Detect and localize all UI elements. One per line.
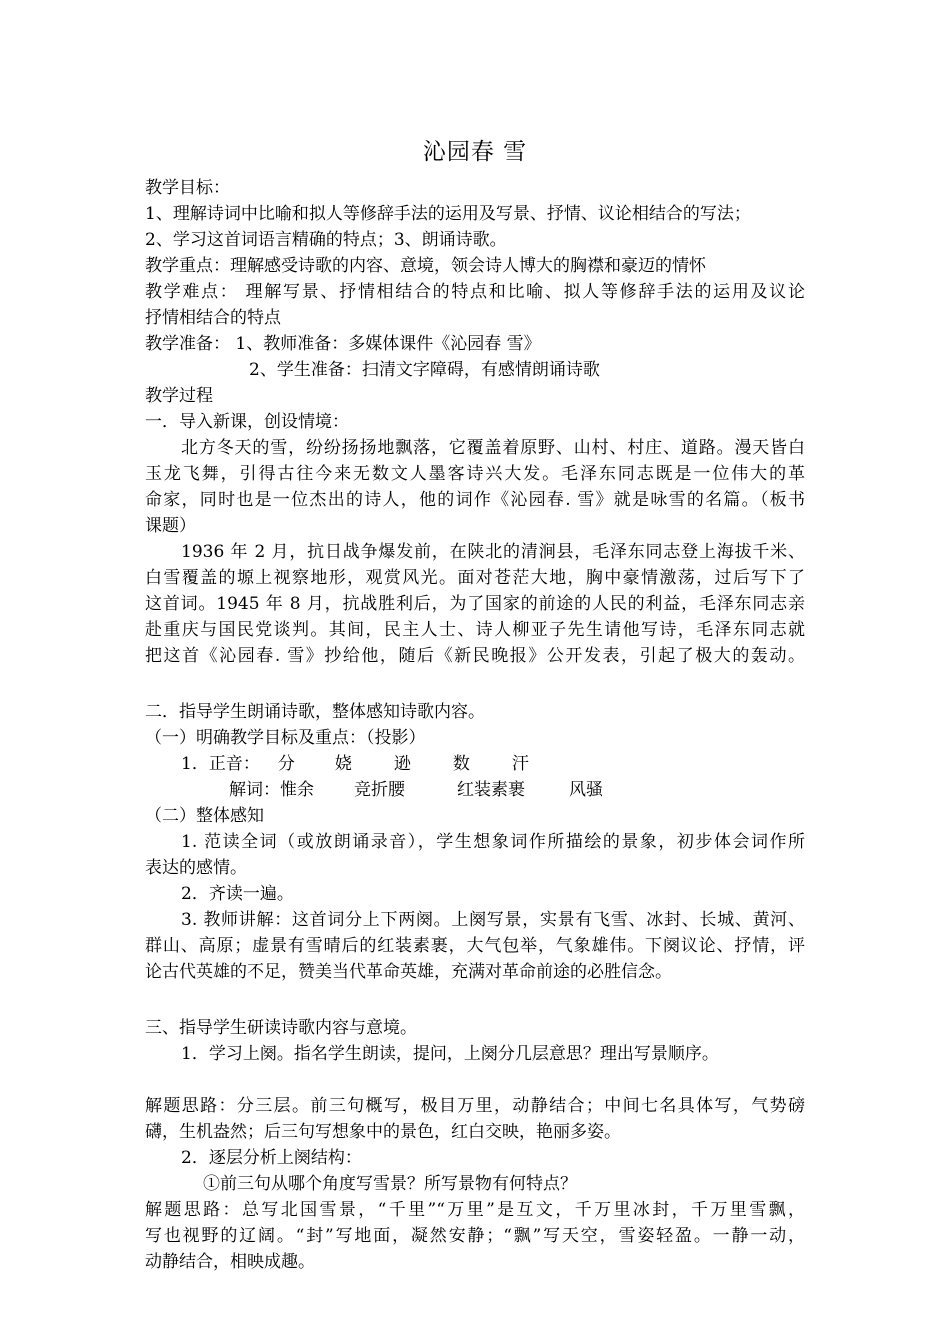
- vocabulary-word: 风骚: [569, 780, 603, 800]
- paragraph-line: 表达的感情。: [145, 858, 247, 878]
- key-point: 教学重点：理解感受诗歌的内容、意境，领会诗人博大的胸襟和豪迈的情怀: [145, 256, 706, 276]
- paragraph-line: 这首词。1945 年 8 月，抗战胜利后，为了国家的前途的人民的利益，毛泽东同志亲: [145, 594, 805, 614]
- preparation-line-1: 教学准备： 1、教师准备：多媒体课件《沁园春 雪》: [145, 334, 541, 354]
- section1-heading: 一．导入新课，创设情境：: [145, 412, 349, 432]
- vocabulary-label: 解词：: [229, 780, 280, 800]
- pronunciation-row: [145, 751, 805, 777]
- objective-line-1: 1、理解诗词中比喻和拟人等修辞手法的运用及写景、抒情、议论相结合的写法；: [145, 204, 751, 224]
- subsection-heading: （一）明确教学目标及重点：（投影）: [145, 728, 426, 748]
- paragraph-line: 动静结合，相映成趣。: [145, 1252, 315, 1272]
- pronunciation-word: 数: [452, 754, 470, 774]
- paragraph-line: 白雪覆盖的塬上视察地形，观赏风光。面对苍茫大地，胸中豪情激荡，过后写下了: [145, 568, 805, 588]
- objectives-heading: 教学目标：: [145, 178, 230, 198]
- paragraph-line: 赴重庆与国民党谈判。其间，民主人士、诗人柳亚子先生请他写诗，毛泽东同志就: [145, 620, 805, 640]
- paragraph-line: 把这首《沁园春. 雪》抄给他，随后《新民晚报》公开发表，引起了极大的轰动。: [145, 646, 805, 666]
- vocabulary-word: 惟余: [280, 780, 314, 800]
- vocabulary-word: 竞折腰: [354, 780, 405, 800]
- objective-line-2: 2、学习这首词语言精确的特点；3、朗诵诗歌。: [145, 230, 507, 250]
- paragraph-line: 2．逐层分析上阕结构：: [181, 1148, 362, 1168]
- pronunciation-label: 1．正音：: [181, 754, 260, 774]
- preparation-line-2: 2、学生准备：扫清文字障碍，有感情朗诵诗歌: [249, 360, 600, 380]
- paragraph-line: 北方冬天的雪，纷纷扬扬地飘落，它覆盖着原野、山村、村庄、道路。漫天皆白: [181, 438, 805, 458]
- vocabulary-word: 红装素裹: [457, 780, 525, 800]
- paragraph-line: 解题思路：分三层。前三句概写，极目万里，动静结合；中间七名具体写，气势磅: [145, 1096, 805, 1116]
- document-title: 沁园春 雪: [422, 139, 528, 165]
- paragraph-line: 命家，同时也是一位杰出的诗人，他的词作《沁园春. 雪》就是咏雪的名篇。（板书: [145, 490, 805, 510]
- paragraph-line: 1936 年 2 月，抗日战争爆发前，在陕北的清涧县，毛泽东同志登上海拔千米、: [181, 542, 805, 562]
- pronunciation-word: 分: [277, 754, 295, 774]
- process-heading: 教学过程: [145, 386, 213, 406]
- subsection-heading: （二）整体感知: [145, 806, 264, 826]
- paragraph-line: 礴，生机盎然；后三句写想象中的景色，红白交映，艳丽多姿。: [145, 1122, 621, 1142]
- paragraph-line: 课题）: [145, 516, 196, 536]
- paragraph-line: 3. 教师讲解：这首词分上下两阕。上阕写景，实景有飞雪、冰封、长城、黄河、: [181, 910, 805, 930]
- section2-heading: 二．指导学生朗诵诗歌，整体感知诗歌内容。: [145, 702, 485, 722]
- paragraph-line: 2．齐读一遍。: [181, 884, 294, 904]
- question-line: ①前三句从哪个角度写雪景？所写景物有何特点？: [203, 1174, 577, 1194]
- difficulty-line-1: 教学难点： 理解写景、抒情相结合的特点和比喻、拟人等修辞手法的运用及议论: [145, 282, 805, 302]
- pronunciation-word: 逊: [393, 754, 411, 774]
- vocabulary-row: [145, 777, 805, 803]
- pronunciation-word: 汗: [511, 754, 529, 774]
- difficulty-line-2: 抒情相结合的特点: [145, 308, 281, 328]
- paragraph-line: 解题思路：总写北国雪景，“千里”“万里”是互文，千万里冰封，千万里雪飘，: [145, 1200, 805, 1220]
- pronunciation-word: 娆: [334, 754, 352, 774]
- document-body: [145, 175, 805, 1275]
- paragraph-line: 1．学习上阕。指名学生朗读，提问，上阕分几层意思？理出写景顺序。: [181, 1044, 719, 1064]
- section3-heading: 三、指导学生研读诗歌内容与意境。: [145, 1018, 417, 1038]
- paragraph-line: 群山、高原；虚景有雪晴后的红装素裹，大气包举，气象雄伟。下阕议论、抒情，评: [145, 936, 805, 956]
- paragraph-line: 玉龙飞舞，引得古往今来无数文人墨客诗兴大发。毛泽东同志既是一位伟大的革: [145, 464, 805, 484]
- paragraph-line: 论古代英雄的不足，赞美当代革命英雄，充满对革命前途的必胜信念。: [145, 962, 672, 982]
- paragraph-line: 写也视野的辽阔。“封”写地面，凝然安静；“飘”写天空，雪姿轻盈。一静一动，: [145, 1226, 805, 1246]
- paragraph-line: 1. 范读全词（或放朗诵录音），学生想象词作所描绘的景象，初步体会词作所: [181, 832, 805, 852]
